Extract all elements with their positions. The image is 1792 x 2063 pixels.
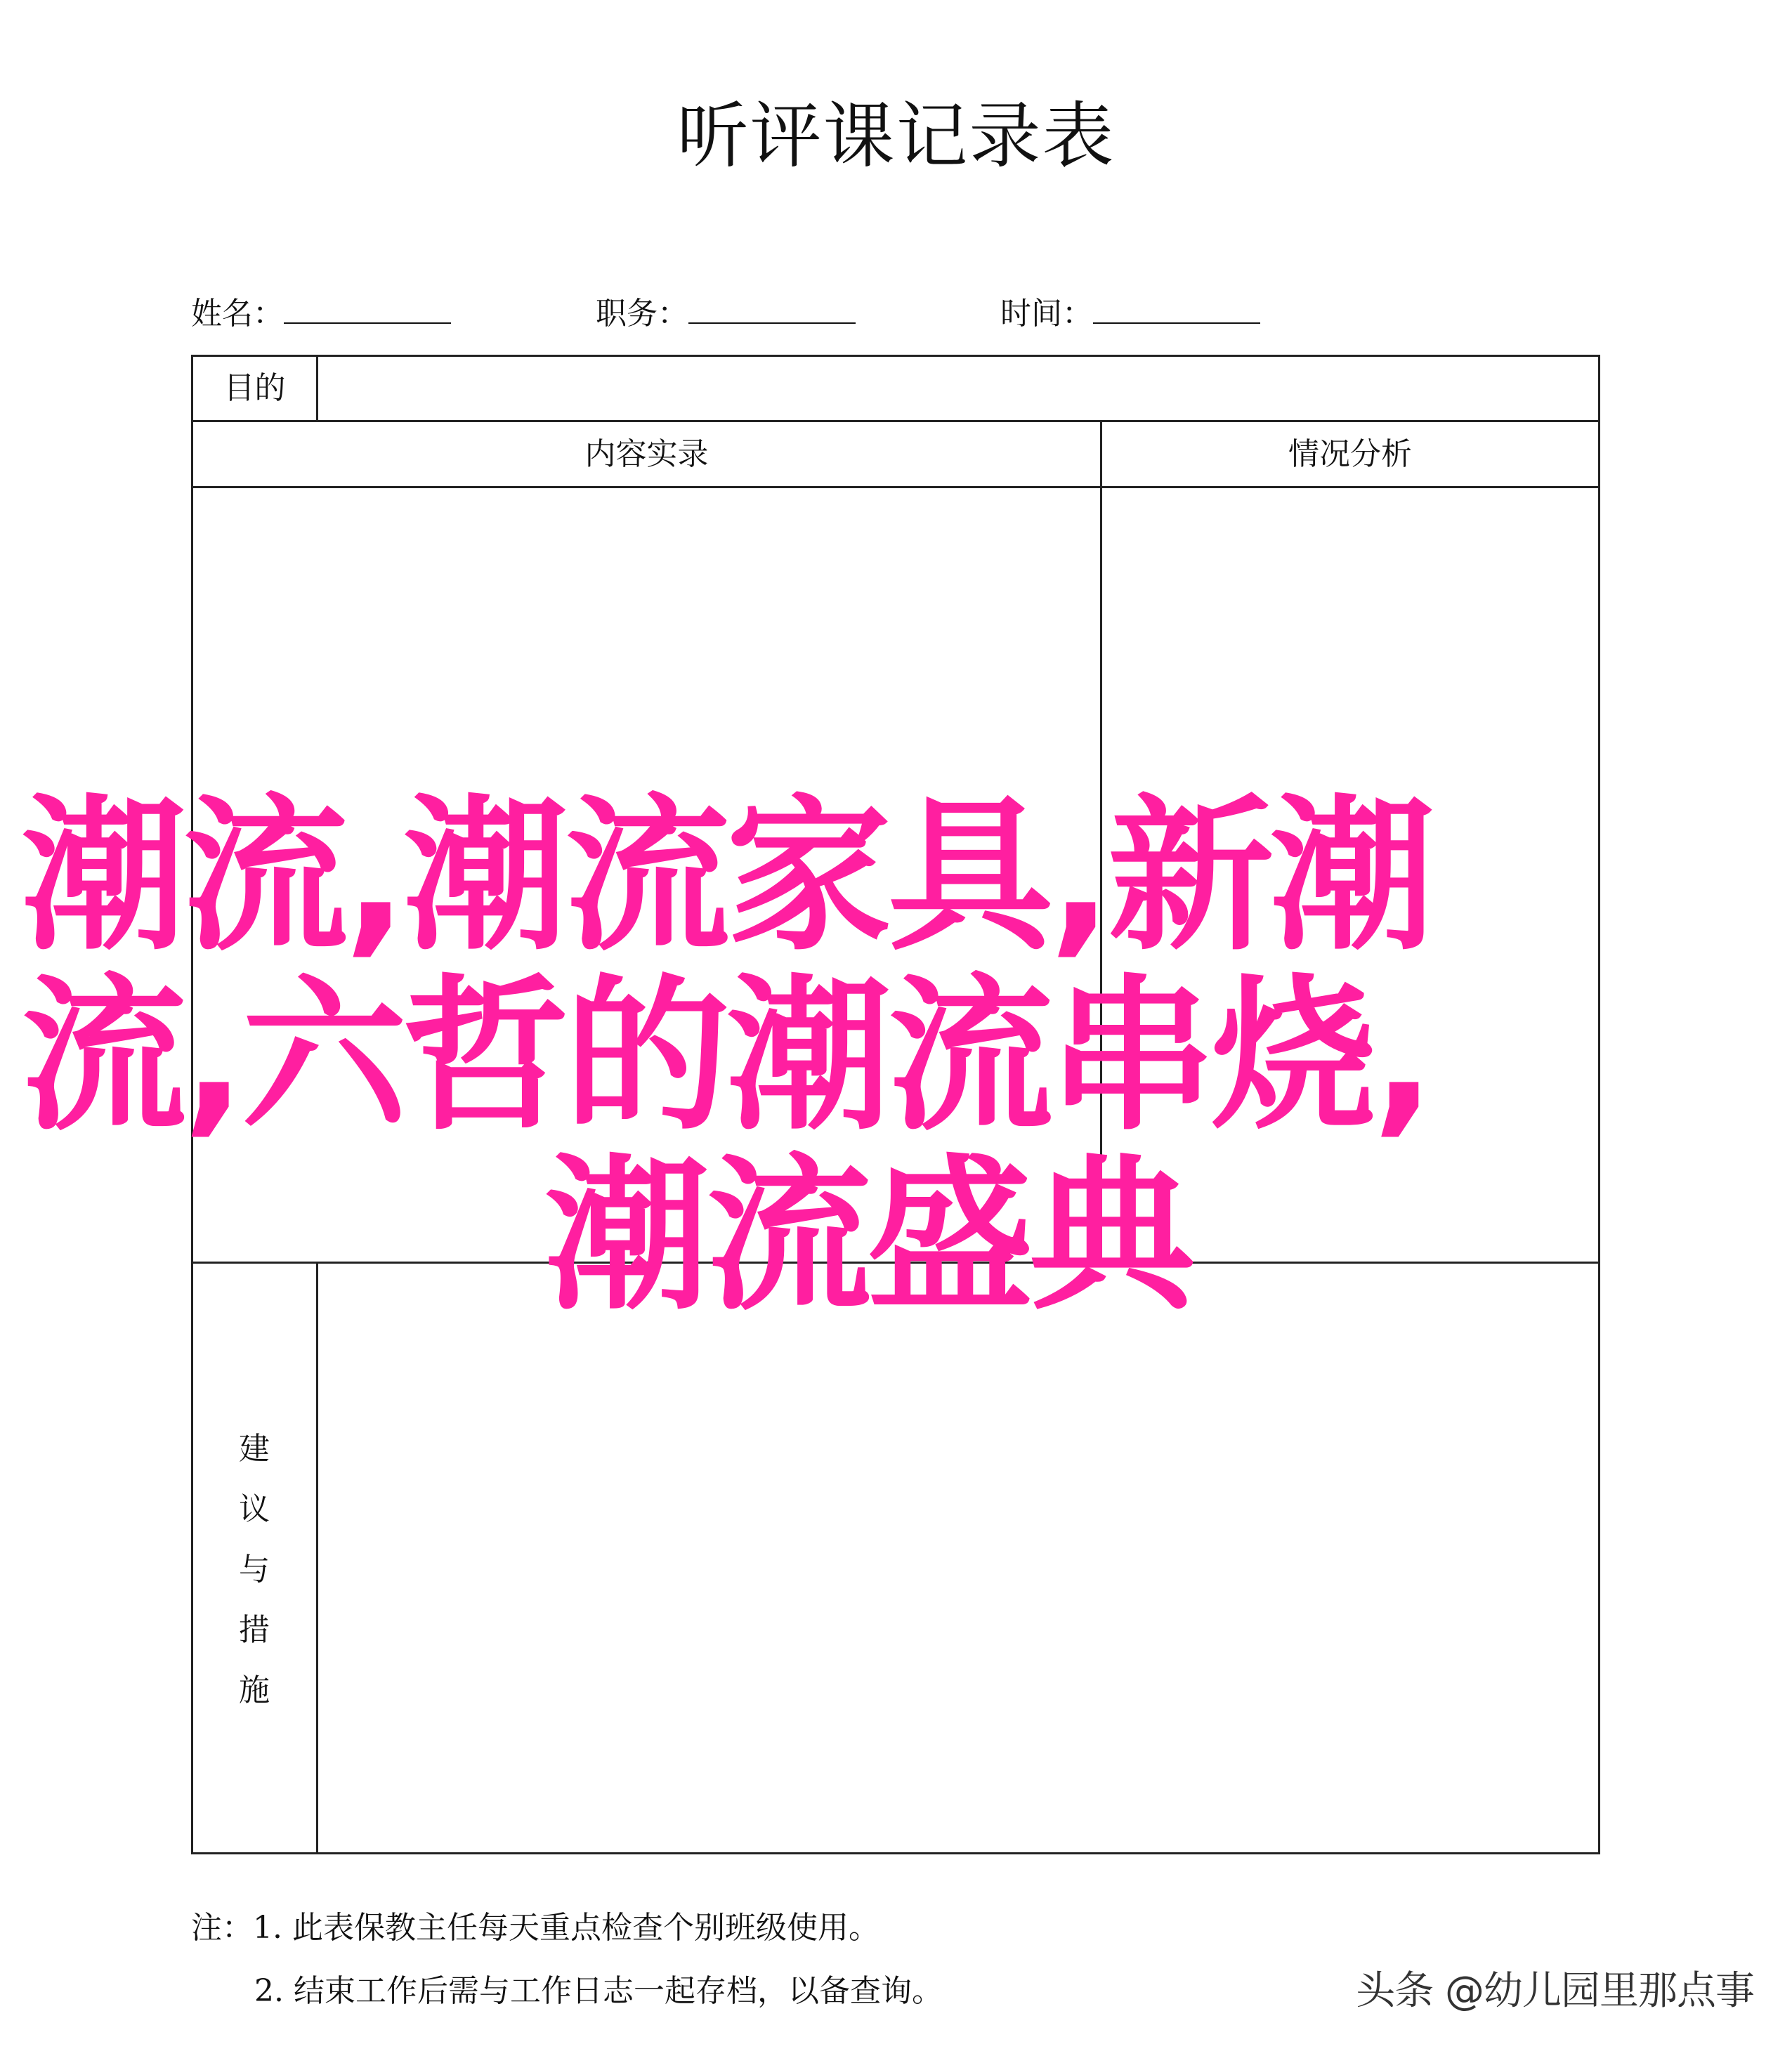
field-time-label: 时间：	[1000, 296, 1093, 332]
field-name-blank[interactable]	[284, 292, 451, 324]
suggestion-char: 建	[239, 1431, 270, 1467]
table-rule-purpose-label	[316, 355, 318, 421]
overlay-headline	[21, 780, 1602, 1332]
field-time-blank[interactable]	[1093, 292, 1260, 324]
analysis-header: 情况分析	[1288, 436, 1412, 472]
field-name-label: 姓名：	[191, 296, 284, 332]
suggestion-label	[191, 1419, 318, 1721]
note-line-2: 2. 结束工作后需与工作日志一起存档，以备查询。	[254, 1973, 943, 2009]
table-border-bottom	[191, 1852, 1600, 1854]
overlay-line-3: 潮流盛典	[544, 1139, 1191, 1332]
table-rule-header	[191, 486, 1600, 488]
field-time	[1000, 292, 1260, 334]
suggestion-char: 与	[239, 1552, 270, 1587]
suggestion-char: 议	[239, 1491, 270, 1527]
table-rule-purpose	[191, 420, 1600, 422]
suggestion-char: 措	[239, 1612, 270, 1648]
document-title: 听评课记录表	[676, 95, 1116, 178]
note-line-1: 注：1. 此表保教主任每天重点检查个别班级使用。	[191, 1910, 879, 1946]
field-position-label: 职务：	[596, 296, 688, 332]
suggestion-char: 施	[239, 1672, 270, 1708]
overlay-line-2: 流,六哲的潮流串烧,	[21, 960, 1432, 1153]
content-header: 内容实录	[584, 436, 709, 472]
field-position-blank[interactable]	[688, 292, 856, 324]
field-name	[191, 292, 451, 334]
overlay-line-1: 潮流,潮流家具,新潮	[21, 780, 1432, 973]
purpose-label: 目的	[223, 370, 286, 406]
field-position	[596, 292, 856, 334]
watermark: 头条 @幼儿园里那点事	[1356, 1968, 1754, 2014]
table-border-top	[191, 355, 1600, 357]
